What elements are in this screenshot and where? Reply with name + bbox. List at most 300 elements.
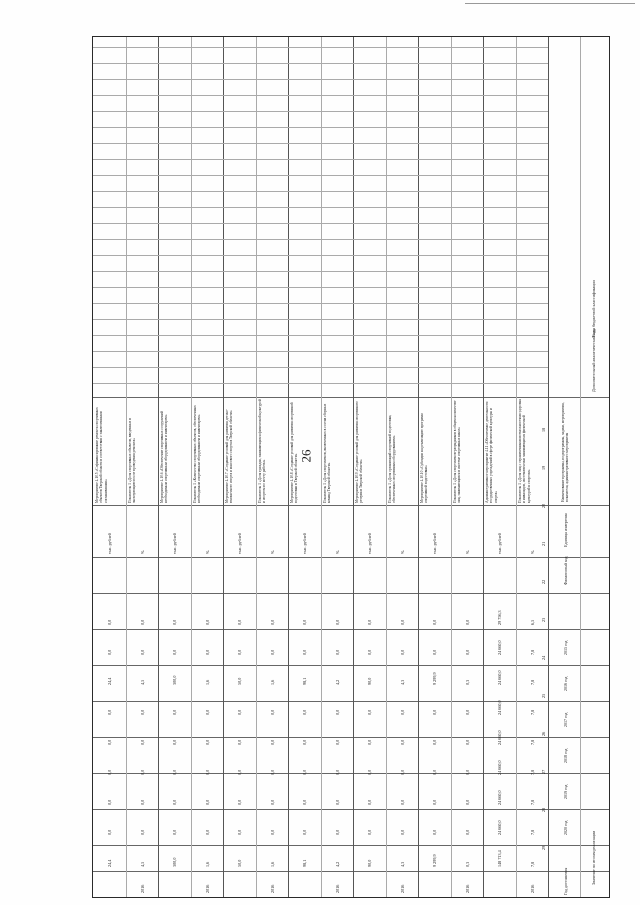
row-value: 0,0 (302, 709, 308, 715)
row-value: 0,0 (464, 649, 470, 655)
row-value: 0,0 (269, 739, 275, 745)
row-value: 0,0 (464, 619, 470, 625)
row-value: 1,6 (204, 679, 210, 685)
row-value: 0,0 (107, 649, 113, 655)
code-cell-divider (256, 239, 289, 240)
code-cell-divider (451, 351, 484, 352)
row-value: 24 660,0 (497, 790, 503, 805)
column-divider (93, 397, 609, 398)
scan-edge-rule (465, 3, 635, 4)
code-cell-divider (223, 111, 256, 112)
column-number: 24 (541, 655, 546, 660)
header-analytic-code: Дополнительный аналитический код (591, 329, 596, 392)
code-cell-divider (126, 351, 159, 352)
code-cell-divider (321, 239, 354, 240)
row-divider (321, 37, 322, 897)
row-value: 0,0 (399, 619, 405, 625)
row-divider (418, 37, 419, 897)
row-value: 29 756,3 (497, 610, 503, 625)
column-number: 19 (541, 465, 546, 470)
code-cell-divider (191, 367, 224, 368)
row-name: Мероприятие 4.10.10 «Субсидии на реализацию программ спортивной подготовки» (420, 413, 429, 503)
row-value: 0,0 (464, 769, 470, 775)
row-value: 0,0 (334, 769, 340, 775)
code-cell-divider (191, 95, 224, 96)
code-cell-divider (223, 367, 256, 368)
code-cell-divider (288, 287, 321, 288)
code-cell-divider (386, 351, 419, 352)
code-cell-divider (418, 239, 451, 240)
code-cell-divider (288, 191, 321, 192)
row-divider (451, 37, 452, 897)
code-cell-divider (353, 175, 386, 176)
code-cell-divider (386, 95, 419, 96)
row-value: 0,0 (172, 739, 178, 745)
row-value: 7,8 (529, 709, 535, 715)
code-cell-divider (126, 303, 159, 304)
row-unit: % (334, 550, 340, 554)
row-value: 0,0 (172, 769, 178, 775)
row-value: 0,0 (432, 829, 438, 835)
row-unit: % (269, 550, 275, 554)
code-cell-divider (418, 367, 451, 368)
code-cell-divider (288, 239, 321, 240)
code-cell-divider (93, 207, 126, 208)
code-cell-divider (158, 367, 191, 368)
header-unit: Единица измерения (563, 513, 568, 547)
row-value: 24 660,0 (497, 670, 503, 685)
code-cell-divider (353, 367, 386, 368)
row-value: 0,0 (367, 619, 373, 625)
code-cell-divider (288, 175, 321, 176)
code-cell-divider (483, 143, 516, 144)
row-unit: % (464, 550, 470, 554)
header-year-3: 2018 год (563, 748, 568, 763)
code-cell-divider (483, 367, 516, 368)
code-cell-divider (256, 79, 289, 80)
code-cell-divider (353, 271, 386, 272)
code-cell-divider (223, 239, 256, 240)
code-cell-divider (158, 143, 191, 144)
code-cell-divider (223, 191, 256, 192)
code-cell-divider (386, 207, 419, 208)
code-cell-divider (483, 303, 516, 304)
code-cell-divider (418, 255, 451, 256)
code-cell-divider (386, 63, 419, 64)
code-cell-divider (483, 335, 516, 336)
code-cell-divider (191, 143, 224, 144)
code-cell-divider (93, 111, 126, 112)
row-value: 0,0 (334, 619, 340, 625)
row-value: 0,0 (399, 649, 405, 655)
row-value: 0,0 (269, 769, 275, 775)
code-cell-divider (223, 127, 256, 128)
code-cell-divider (321, 175, 354, 176)
code-cell-divider (451, 95, 484, 96)
code-cell-divider (223, 95, 256, 96)
code-cell-divider (191, 383, 224, 384)
code-cell-divider (321, 255, 354, 256)
code-cell-divider (418, 175, 451, 176)
code-cell-divider (223, 79, 256, 80)
code-cell-divider (516, 143, 549, 144)
code-cell-divider (288, 223, 321, 224)
row-value: 0,0 (302, 619, 308, 625)
code-cell-divider (321, 143, 354, 144)
column-number: 20 (541, 503, 546, 508)
column-divider (93, 809, 609, 810)
row-divider (256, 37, 257, 897)
code-cell-divider (93, 367, 126, 368)
code-cell-divider (256, 127, 289, 128)
code-cell-divider (353, 191, 386, 192)
row-value: 0,0 (139, 619, 145, 625)
code-cell-divider (288, 111, 321, 112)
code-cell-divider (256, 271, 289, 272)
code-cell-divider (451, 383, 484, 384)
code-cell-divider (516, 159, 549, 160)
row-value: 0,0 (367, 739, 373, 745)
code-cell-divider (386, 319, 419, 320)
row-value: 0,0 (139, 769, 145, 775)
code-cell-divider (516, 207, 549, 208)
code-cell-divider (256, 223, 289, 224)
code-cell-divider (93, 159, 126, 160)
row-value: 0,3 (464, 679, 470, 685)
code-cell-divider (223, 207, 256, 208)
row-name: Показатель 1 «Доля спортивных объектов, введенных в эксплуатацию после проведения ремонта» (127, 418, 136, 503)
row-value: 0,0 (269, 649, 275, 655)
code-cell-divider (418, 79, 451, 80)
code-cell-divider (321, 351, 354, 352)
column-divider (93, 845, 609, 846)
code-cell-divider (516, 239, 549, 240)
code-cell-divider (353, 111, 386, 112)
code-cell-divider (93, 271, 126, 272)
column-number: 23 (541, 617, 546, 622)
code-cell-divider (451, 271, 484, 272)
code-cell-divider (483, 47, 516, 48)
code-cell-divider (483, 239, 516, 240)
code-cell-divider (191, 63, 224, 64)
code-cell-divider (126, 335, 159, 336)
column-number: 27 (541, 769, 546, 774)
row-unit: тыс. рублей (367, 533, 373, 554)
code-cell-divider (418, 63, 451, 64)
row-divider (126, 37, 127, 897)
column-divider (93, 505, 609, 506)
row-name: Показатель 1 «Количество спортивных объектов, обеспеченных необходимым спортивным оборудованием и инвентарем» (192, 405, 201, 503)
code-cell-divider (386, 127, 419, 128)
code-cell-divider (321, 95, 354, 96)
code-cell-divider (516, 255, 549, 256)
row-value: 0,0 (367, 709, 373, 715)
code-cell-divider (158, 95, 191, 96)
row-value: 0,0 (107, 619, 113, 625)
header-divider (548, 37, 549, 897)
code-cell-divider (256, 63, 289, 64)
row-unit: тыс. рублей (302, 533, 308, 554)
code-cell-divider (386, 287, 419, 288)
column-divider (93, 557, 609, 558)
code-cell-divider (353, 143, 386, 144)
code-cell-divider (223, 287, 256, 288)
code-cell-divider (93, 287, 126, 288)
row-value: 0,0 (237, 649, 243, 655)
row-final-value: 4,5 (139, 861, 145, 867)
column-number: 28 (541, 807, 546, 812)
code-cell-divider (321, 303, 354, 304)
row-value: 0,0 (204, 769, 210, 775)
code-cell-divider (451, 159, 484, 160)
code-cell-divider (353, 335, 386, 336)
code-cell-divider (223, 143, 256, 144)
code-cell-divider (483, 63, 516, 64)
code-cell-divider (418, 47, 451, 48)
code-cell-divider (451, 255, 484, 256)
row-final-value: 50,0 (237, 859, 243, 867)
code-cell-divider (386, 79, 419, 80)
row-value: 0,0 (399, 829, 405, 835)
row-unit: тыс. рублей (107, 533, 113, 554)
code-cell-divider (158, 175, 191, 176)
row-divider (288, 37, 289, 897)
code-cell-divider (516, 47, 549, 48)
row-year-achieved: 2016 (204, 884, 210, 893)
code-cell-divider (93, 239, 126, 240)
row-value: 0,0 (399, 799, 405, 805)
row-value: 0,0 (464, 739, 470, 745)
code-cell-divider (418, 287, 451, 288)
code-cell-divider (418, 207, 451, 208)
header-final-value: Значение по итогам реализации (591, 830, 596, 885)
row-value: 0,0 (334, 829, 340, 835)
code-cell-divider (223, 303, 256, 304)
code-cell-divider (158, 383, 191, 384)
code-cell-divider (386, 175, 419, 176)
code-cell-divider (386, 111, 419, 112)
row-divider (386, 37, 387, 897)
code-cell-divider (418, 303, 451, 304)
page-number: 26 (298, 449, 314, 463)
header-year-4: 2019 год (563, 784, 568, 799)
code-cell-divider (191, 207, 224, 208)
code-cell-divider (93, 303, 126, 304)
code-cell-divider (451, 175, 484, 176)
column-number: 25 (541, 693, 546, 698)
code-cell-divider (126, 159, 159, 160)
code-cell-divider (158, 335, 191, 336)
code-cell-divider (418, 351, 451, 352)
code-cell-divider (126, 111, 159, 112)
row-unit: тыс. рублей (172, 533, 178, 554)
code-cell-divider (418, 143, 451, 144)
header-year-1: 2016 год (563, 676, 568, 691)
code-cell-divider (516, 79, 549, 80)
code-cell-divider (386, 271, 419, 272)
row-value: 0,0 (204, 649, 210, 655)
column-divider (93, 737, 609, 738)
code-cell-divider (126, 239, 159, 240)
rotated-program-table (92, 36, 610, 898)
code-cell-divider (418, 159, 451, 160)
row-value: 0,0 (107, 799, 113, 805)
row-value: 4,5 (139, 679, 145, 685)
header-year-0: 2015 год (563, 640, 568, 655)
row-value: 0,0 (237, 709, 243, 715)
code-cell-divider (158, 287, 191, 288)
code-cell-divider (516, 223, 549, 224)
code-cell-divider (386, 223, 419, 224)
code-cell-divider (191, 351, 224, 352)
code-cell-divider (223, 63, 256, 64)
code-cell-divider (418, 319, 451, 320)
row-value: 0,0 (139, 829, 145, 835)
row-value: 50,0 (237, 677, 243, 685)
code-cell-divider (321, 271, 354, 272)
code-cell-divider (483, 271, 516, 272)
code-cell-divider (451, 191, 484, 192)
row-value: 0,0 (172, 709, 178, 715)
row-value: 0,0 (367, 769, 373, 775)
code-cell-divider (126, 191, 159, 192)
code-cell-divider (126, 143, 159, 144)
code-cell-divider (93, 175, 126, 176)
code-cell-divider (223, 255, 256, 256)
row-divider (191, 37, 192, 897)
code-cell-divider (451, 127, 484, 128)
row-value: 0,0 (269, 619, 275, 625)
code-cell-divider (483, 191, 516, 192)
row-value: 0,0 (302, 769, 308, 775)
row-value: 98,1 (302, 677, 308, 685)
code-cell-divider (191, 303, 224, 304)
code-cell-divider (158, 207, 191, 208)
code-cell-divider (126, 367, 159, 368)
row-value: 6,5 (529, 619, 535, 625)
code-cell-divider (321, 319, 354, 320)
code-cell-divider (223, 319, 256, 320)
code-cell-divider (191, 223, 224, 224)
code-cell-divider (288, 159, 321, 160)
code-cell-divider (191, 255, 224, 256)
code-cell-divider (288, 95, 321, 96)
row-divider (483, 37, 484, 897)
code-cell-divider (483, 255, 516, 256)
code-cell-divider (256, 143, 289, 144)
row-name: Мероприятие 4.10.8 «Создание условий для развития спортивной подготовки в Тверской области» (290, 402, 299, 503)
code-cell-divider (483, 223, 516, 224)
code-cell-divider (126, 271, 159, 272)
code-cell-divider (223, 159, 256, 160)
code-cell-divider (256, 351, 289, 352)
code-cell-divider (223, 383, 256, 384)
row-final-value: 7,8 (529, 861, 535, 867)
column-number: 21 (541, 541, 546, 546)
row-year-achieved: 2016 (529, 884, 535, 893)
code-cell-divider (516, 303, 549, 304)
row-name: Показатель 1 «Доля спортсменов, включенных в состав сборных команд Тверской области» (322, 403, 331, 503)
row-value: 7,8 (529, 829, 535, 835)
row-value: 0,0 (139, 709, 145, 715)
row-value: 0,0 (464, 829, 470, 835)
row-value: 0,0 (172, 619, 178, 625)
column-number: 29 (541, 845, 546, 850)
row-value: 0,0 (237, 739, 243, 745)
code-cell-divider (321, 367, 354, 368)
column-divider (93, 593, 609, 594)
code-cell-divider (516, 319, 549, 320)
code-cell-divider (288, 79, 321, 80)
row-value: 0,0 (432, 619, 438, 625)
code-cell-divider (321, 287, 354, 288)
code-cell-divider (191, 335, 224, 336)
code-cell-divider (158, 63, 191, 64)
code-cell-divider (256, 47, 289, 48)
code-cell-divider (451, 287, 484, 288)
code-cell-divider (353, 351, 386, 352)
code-cell-divider (93, 383, 126, 384)
row-value: 90,0 (367, 677, 373, 685)
code-cell-divider (418, 383, 451, 384)
code-cell-divider (191, 175, 224, 176)
row-year-achieved: 2016 (269, 884, 275, 893)
code-cell-divider (288, 367, 321, 368)
code-cell-divider (483, 383, 516, 384)
code-cell-divider (353, 159, 386, 160)
code-cell-divider (191, 111, 224, 112)
row-value: 0,0 (139, 799, 145, 805)
row-value: 0,0 (399, 709, 405, 715)
code-cell-divider (516, 191, 549, 192)
row-value: 0,0 (302, 829, 308, 835)
code-cell-divider (126, 175, 159, 176)
code-cell-divider (483, 111, 516, 112)
code-cell-divider (321, 47, 354, 48)
row-value: 0,0 (269, 829, 275, 835)
code-cell-divider (93, 191, 126, 192)
code-cell-divider (353, 47, 386, 48)
row-value: 24 660,0 (497, 730, 503, 745)
code-cell-divider (288, 127, 321, 128)
row-value: 24 660,0 (497, 700, 503, 715)
row-value: 0,0 (172, 799, 178, 805)
code-cell-divider (516, 63, 549, 64)
code-cell-divider (223, 335, 256, 336)
code-cell-divider (353, 95, 386, 96)
row-value: 0,0 (432, 709, 438, 715)
code-cell-divider (451, 319, 484, 320)
column-number: 26 (541, 731, 546, 736)
code-cell-divider (288, 47, 321, 48)
code-cell-divider (191, 319, 224, 320)
code-cell-divider (288, 383, 321, 384)
row-divider (516, 37, 517, 897)
code-cell-divider (321, 335, 354, 336)
code-cell-divider (451, 143, 484, 144)
code-cell-divider (93, 95, 126, 96)
code-cell-divider (158, 351, 191, 352)
code-cell-divider (451, 111, 484, 112)
row-unit: % (529, 550, 535, 554)
code-cell-divider (353, 383, 386, 384)
code-cell-divider (321, 383, 354, 384)
row-value: 7,8 (529, 649, 535, 655)
code-cell-divider (191, 191, 224, 192)
code-cell-divider (191, 159, 224, 160)
row-unit: % (204, 550, 210, 554)
code-cell-divider (256, 255, 289, 256)
